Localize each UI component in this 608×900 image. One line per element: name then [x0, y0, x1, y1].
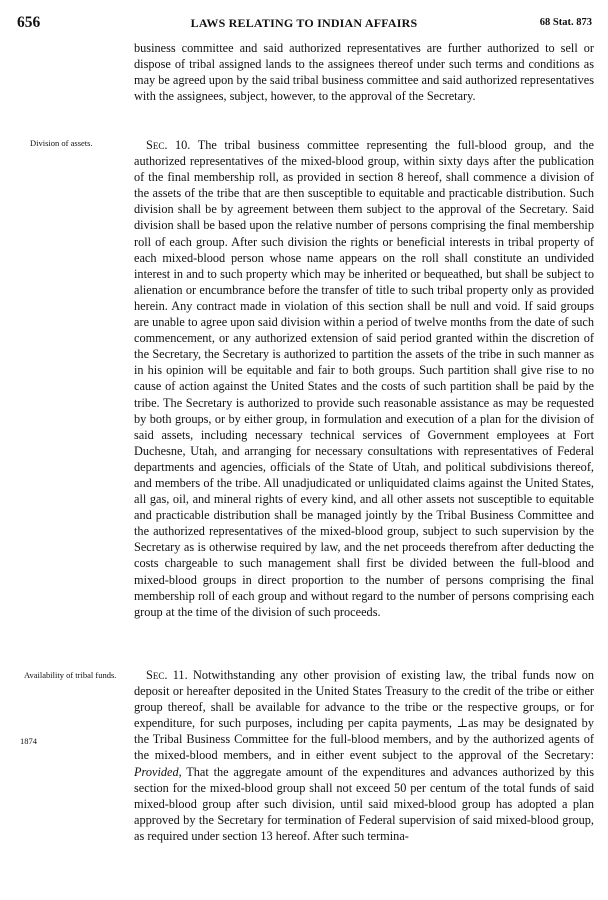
section-10: [134, 137, 594, 620]
running-header: [0, 14, 608, 34]
section-11-paragraph: [134, 667, 594, 844]
page-number: 656: [17, 14, 41, 31]
provided-clause: Provided,: [134, 764, 182, 779]
section-10-text: The tribal business committee representing the full-blood group, and the authorized representatives of the mixed-blood group, within sixty days after the publication of the final membership roll, as provided in section 8 hereof, shall commence a division of the assets of the tribe that are then susceptible to equitable and practicable distribution. Such division shall be by agreement between them subject to the approval of the Secretary. Said division shall be based upon the relative number of persons comprising the final membership roll of each group. After such division the rights or beneficial interests in tribal property of each mixed-blood person whose name appears on the roll shall constitute an undivided interest in and to such property which may be inherited or bequeathed, but shall be subject to alienation or encumbrance before the transfer of title to such tribal property only as provided herein. Any contract made in violation of this section shall be null and void. If said groups are unable to agree upon said division within a period of twelve months from the date of such commencement, or any authorized extension of said period granted within the discretion of the Secretary, the Secretary is authorized to partition the assets of the tribe in such manner as in his opinion will be equitable and fair to both groups. Such partition shall give rise to no cause of action against the United States and the costs of such partition shall be paid by the tribe. The Secretary is authorized to provide such reasonable assistance as may be requested by both groups, or by either group, in formulation and execution of a plan for the division of said assets, including necessary technical services of Government employees at Fort Duchesne, Utah, and arranging for necessary consultations with representatives of Federal departments and agencies, officials of the State of Utah, and political subdivisions thereof, and members of the tribe. All unadjudicated or unliquidated claims against the United States, all gas, oil, and mineral rights of every kind, and all other assets not susceptible to equitable and practicable distribution shall be managed jointly by the Tribal Business Committee and the authorized representatives of the mixed-blood group, subject to such supervision by the Secretary as is otherwise required by law, and the net proceeds therefrom after deducting the costs chargeable to such management shall first be divided between the full-blood and mixed-blood groups in direct proportion to the number of persons comprising the final membership roll of each group and without regard to the number of persons comprising each group at the time of the division of such proceeds.: [134, 138, 595, 619]
running-title: LAWS RELATING TO INDIAN AFFAIRS: [190, 16, 418, 30]
statute-reference: 68 Stat. 873: [539, 17, 592, 28]
section-11-text-part-3: That the aggregate amount of the expenditures and advances authorized by this section for the mixed-blood group shall not exceed 50 per centum of the total funds of said mixed-blood group after such division, until said mixed-blood group has adopted a plan approved by the Secretary for termination of Federal supervision of said mixed-blood group, as required under section 13 hereof. After such termina-: [134, 764, 594, 843]
margin-note-availability-of-tribal-funds: Availability of tribal funds.: [24, 670, 117, 680]
continuation-text: business committee and said authorized representatives are further authorized to sell or dispose of tribal assigned lands to the assignees thereof under such terms and conditions as may be agreed upon by the said tribal business committee and said authorized representatives with the assignees, subject, however, to the approval of the Secretary.: [134, 41, 594, 104]
section-11-text-part-1: Notwithstanding any other provision of existing law, the tribal funds now on deposit or hereafter deposited in the United States Treasury to the credit of the tribe or either group thereof, shall be available for advance to the tribe or the respective groups, or for expenditure, for such purposes, including per capita payments,: [134, 668, 594, 731]
section-11: [134, 667, 594, 844]
margin-note-division-of-assets: Division of assets.: [30, 138, 93, 148]
section-11-label: Sec. 11.: [146, 668, 188, 682]
page-break-marker: ⊥: [456, 716, 469, 731]
section-11-text-part-2: as may be designated by the Tribal Business Committee for the full-blood members, and by the authorized agents of the mixed-blood members, and in either event subject to the approval of the Secretary:: [134, 716, 594, 763]
section-10-paragraph: [134, 137, 594, 620]
margin-note-page-reference: 1874: [20, 736, 37, 746]
continuation-paragraph: [134, 40, 594, 104]
section-10-label: Sec. 10.: [146, 138, 191, 152]
